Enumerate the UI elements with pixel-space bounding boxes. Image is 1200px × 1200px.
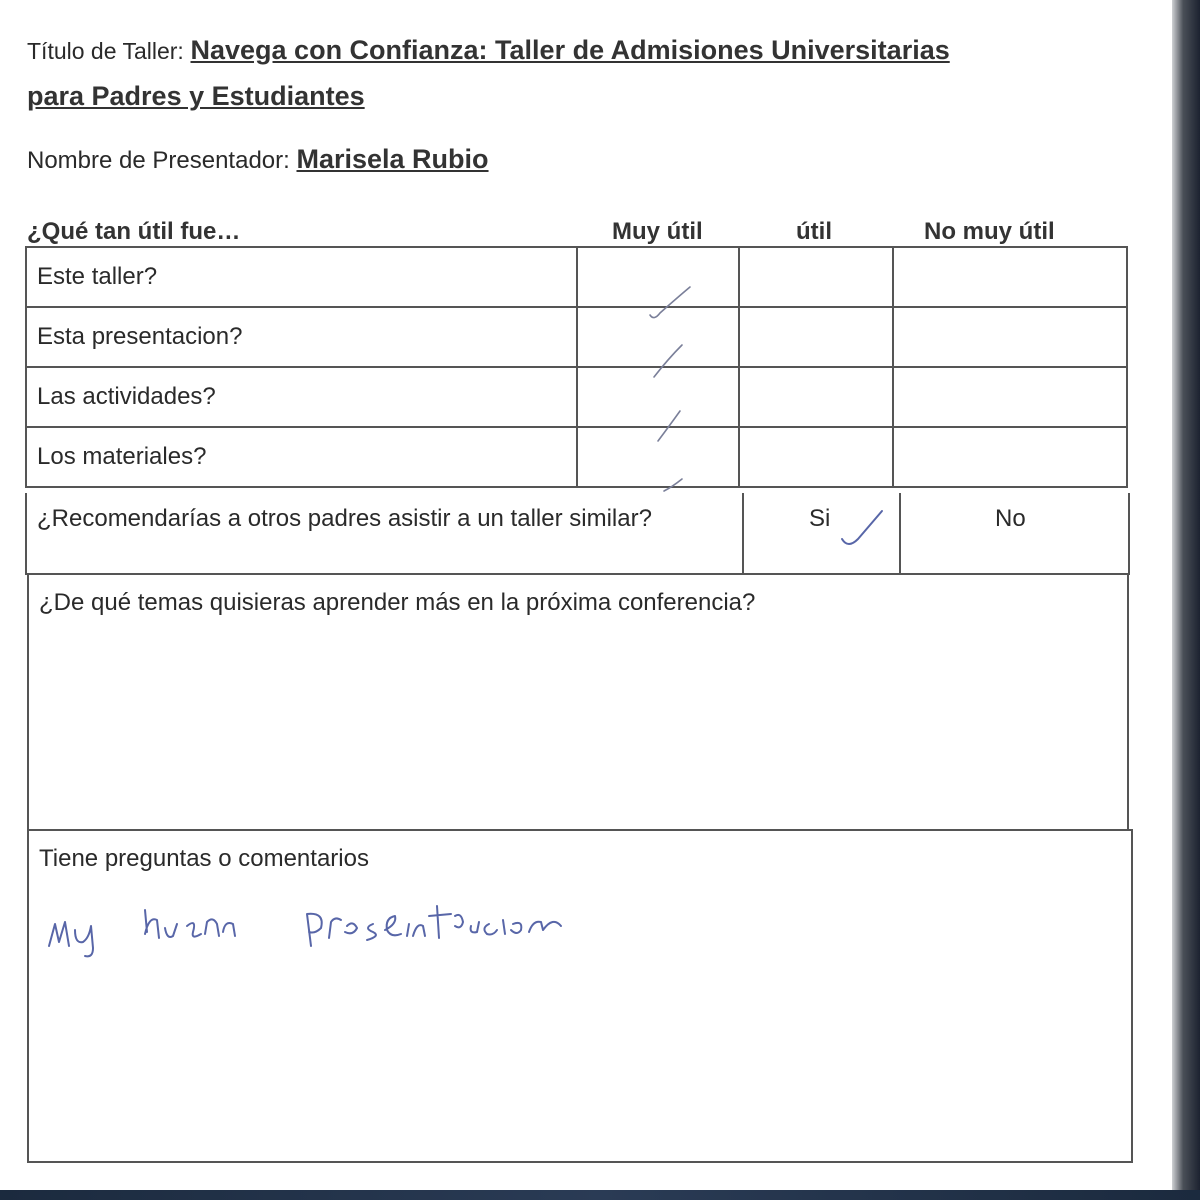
row-question: Esta presentacion? <box>26 307 577 367</box>
recommend-question: ¿Recomendarías a otros padres asistir a un taller similar? <box>37 505 652 532</box>
cell-util[interactable] <box>739 247 894 307</box>
row-question: Las actividades? <box>26 367 577 427</box>
cell-muy-util[interactable] <box>577 367 739 427</box>
table-row <box>26 367 1127 427</box>
title-value-line2: para Padres y Estudiantes <box>27 81 365 111</box>
table-row <box>26 247 1127 307</box>
workshop-title <box>27 28 1127 120</box>
col-header-util: útil <box>796 218 832 245</box>
table-row <box>26 307 1127 367</box>
presenter-line <box>27 144 489 175</box>
cell-util[interactable] <box>739 367 894 427</box>
row-question: Los materiales? <box>26 427 577 487</box>
title-value-line1: Navega con Confianza: Taller de Admisiones Universitarias <box>190 35 950 65</box>
recommend-no-label[interactable]: No <box>995 505 1026 532</box>
presenter-label: Nombre de Presentador: <box>27 147 290 174</box>
recommend-row <box>25 493 1130 575</box>
col-header-muy-util: Muy útil <box>612 218 703 245</box>
table-row <box>26 427 1127 487</box>
cell-no-muy-util[interactable] <box>893 247 1127 307</box>
scan-edge <box>1172 0 1200 1190</box>
presenter-name: Marisela Rubio <box>296 144 489 174</box>
ratings-table <box>25 246 1128 488</box>
cell-muy-util[interactable] <box>577 247 739 307</box>
ratings-header-question: ¿Qué tan útil fue… <box>27 218 241 245</box>
recommend-yes-label: Si <box>809 505 831 532</box>
col-header-no-muy-util: No muy útil <box>924 218 1055 245</box>
cell-util[interactable] <box>739 307 894 367</box>
comments-question: Tiene preguntas o comentarios <box>39 845 369 872</box>
comments-box[interactable] <box>27 829 1133 1163</box>
topics-box[interactable] <box>27 573 1129 831</box>
title-label: Título de Taller: <box>27 38 184 64</box>
handwritten-comment <box>41 886 641 966</box>
cell-muy-util[interactable] <box>577 307 739 367</box>
row-question: Este taller? <box>26 247 577 307</box>
cell-util[interactable] <box>739 427 894 487</box>
cell-no-muy-util[interactable] <box>893 427 1127 487</box>
cell-no-muy-util[interactable] <box>893 367 1127 427</box>
cell-muy-util[interactable] <box>577 427 739 487</box>
topics-question: ¿De qué temas quisieras aprender más en la próxima conferencia? <box>39 589 756 616</box>
cell-no-muy-util[interactable] <box>893 307 1127 367</box>
recommend-yes-cell[interactable] <box>742 493 901 573</box>
checkmark-icon <box>744 493 899 573</box>
bottom-strip <box>0 1190 1200 1200</box>
